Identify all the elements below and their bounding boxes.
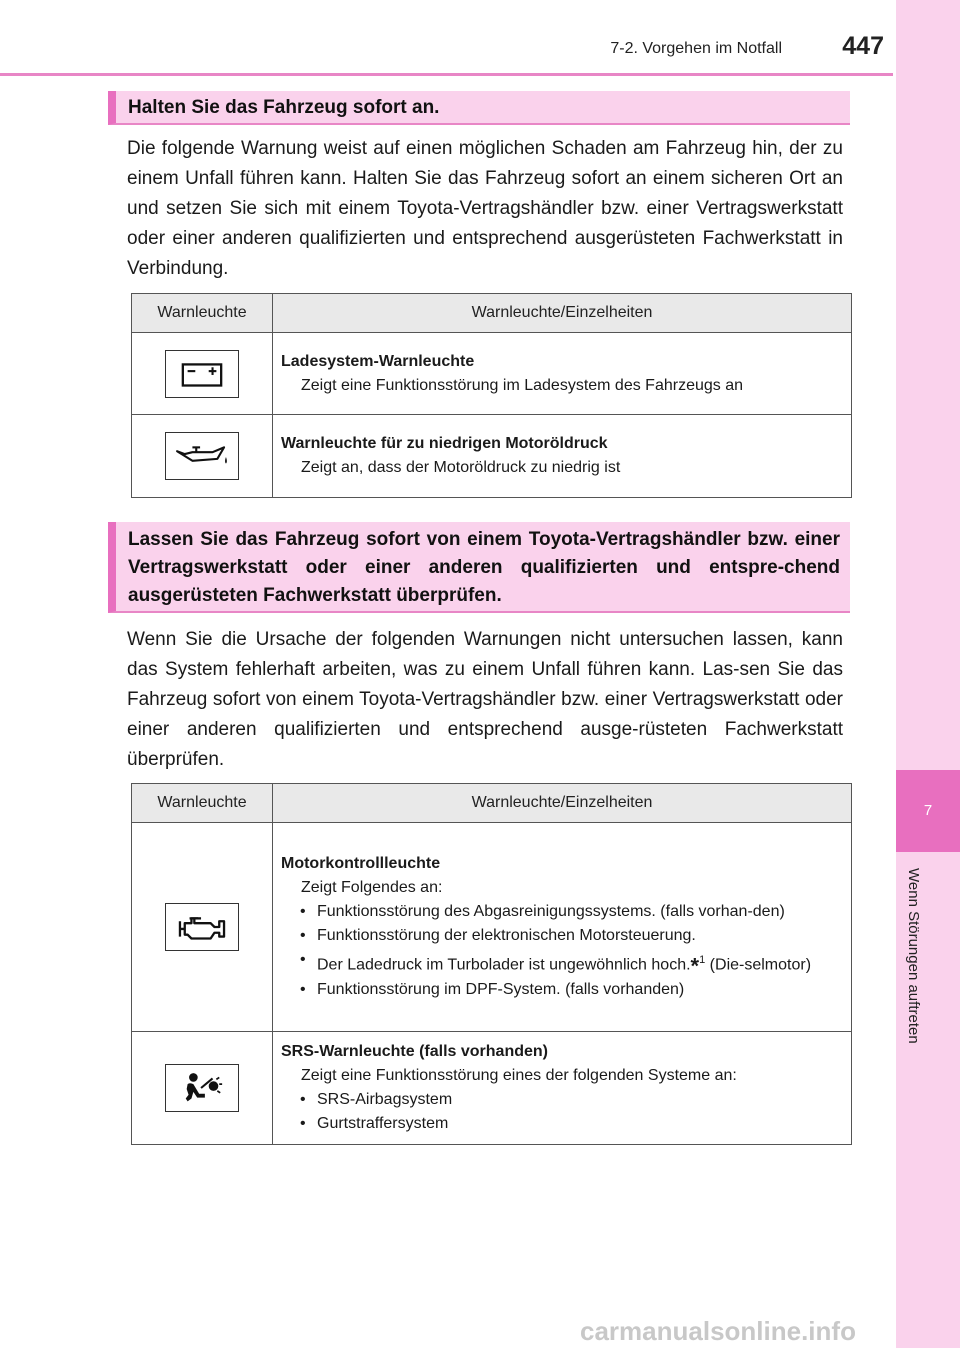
footnote-star: * (690, 953, 700, 979)
table-row (132, 415, 852, 498)
description-cell (273, 1032, 852, 1145)
side-tab-top (896, 0, 960, 770)
list-item: • Funktionsstörung des Abgasreinigungssystems. (falls vorhan-den) (317, 900, 841, 924)
section-paragraph-check: Wenn Sie die Ursache der folgenden Warnungen nicht untersuchen lassen, kann das System fehlerhaft arbeiten, was zu einem Unfall führen kann. Las-sen Sie das Fahrzeug sofort von einem Toyota-Vertragshändler bzw. einer Vertragswerkstatt oder einer anderen qualifizierten und entsprechend ausge-rüsteten Fachwerkstatt überprüfen. (127, 629, 843, 770)
icon-cell (132, 1032, 273, 1145)
warning-title: Motorkontrollleuchte (281, 854, 441, 872)
list-item (317, 948, 841, 978)
warning-text: Zeigt Folgendes an: (301, 878, 443, 896)
engine-icon (165, 903, 239, 951)
section-heading-stop: Halten Sie das Fahrzeug sofort an. (108, 91, 850, 125)
battery-icon (165, 350, 239, 398)
icon-cell (132, 823, 273, 1032)
chapter-number-tab[interactable]: 7 (896, 770, 960, 852)
list-item-text: (Die-selmotor) (705, 956, 812, 974)
description-cell (273, 333, 852, 415)
chapter-title: Wenn Störungen auftreten (905, 868, 922, 1044)
warning-text: Zeigt eine Funktionsstörung im Ladesystem des Fahrzeugs an (301, 376, 744, 394)
icon-cell (132, 415, 273, 498)
page-number: 447 (842, 32, 884, 60)
table-row (132, 823, 852, 1032)
warning-table-check (131, 783, 852, 1145)
list-item: • Gurtstraffersystem (317, 1112, 841, 1136)
oil-can-icon (165, 432, 239, 480)
icon-cell (132, 333, 273, 415)
warning-title: Ladesystem-Warnleuchte (281, 352, 475, 370)
airbag-icon (165, 1064, 239, 1112)
header-rule (0, 73, 893, 76)
column-header-details: Warnleuchte/Einzelheiten (273, 784, 852, 823)
warning-text: Zeigt an, dass der Motoröldruck zu niedrig ist (301, 459, 621, 476)
column-header-warnleuchte: Warnleuchte (132, 294, 273, 333)
warning-title: SRS-Warnleuchte (falls vorhanden) (281, 1043, 548, 1060)
description-cell (273, 415, 852, 498)
warning-table-stop (131, 293, 852, 498)
list-item: • Funktionsstörung der elektronischen Motorsteuerung. (317, 924, 841, 948)
warning-title: Warnleuchte für zu niedrigen Motoröldruck (281, 435, 608, 452)
section-title: 7-2. Vorgehen im Notfall (610, 40, 782, 57)
list-item-text: Der Ladedruck im Turbolader ist ungewöhnlich hoch. (317, 956, 691, 974)
warning-list (281, 900, 841, 1002)
section-heading-check: Lassen Sie das Fahrzeug sofort von einem Toyota-Vertragshändler bzw. einer Vertragswerkstatt oder einer anderen qualifizierten und entspre-chend ausgerüsteten Fachwerkstatt überprüfen. (108, 522, 850, 613)
column-header-warnleuchte: Warnleuchte (132, 784, 273, 823)
list-item: • SRS-Airbagsystem (317, 1088, 841, 1112)
section-paragraph-stop: Die folgende Warnung weist auf einen möglichen Schaden am Fahrzeug hin, der zu einem Unfall führen kann. Halten Sie das Fahrzeug sofort an einem sicheren Ort an und setzen Sie sich mit einem Toyota-Vertragshändler bzw. einer Vertragswerkstatt oder einer anderen qualifizierten und entsprechend ausgerüsteten Fachwerkstatt in Verbindung. (127, 138, 843, 279)
watermark: carmanualsonline.info (580, 1316, 856, 1346)
description-cell (273, 823, 852, 1032)
list-item: • Funktionsstörung im DPF-System. (falls vorhanden) (317, 978, 841, 1002)
table-row (132, 333, 852, 415)
footnote-number[interactable]: 1 (699, 953, 706, 966)
warning-list (281, 1088, 841, 1136)
column-header-details: Warnleuchte/Einzelheiten (273, 294, 852, 333)
table-row (132, 1032, 852, 1145)
warning-text: Zeigt eine Funktionsstörung eines der folgenden Systeme an: (301, 1067, 737, 1084)
